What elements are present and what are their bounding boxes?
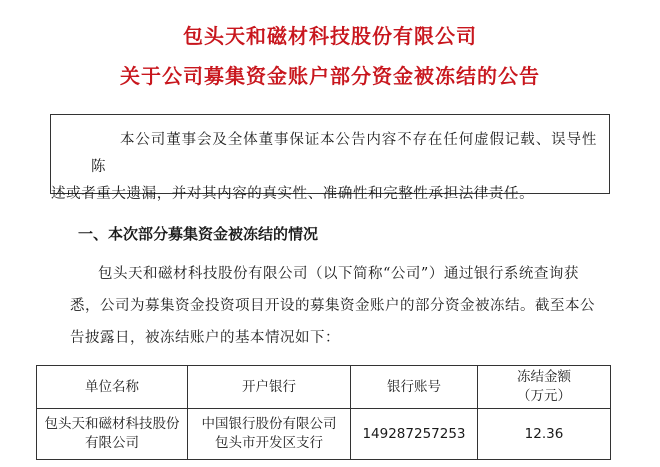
header-account: 银行账号: [351, 366, 478, 409]
announcement-title: 关于公司募集资金账户部分资金被冻结的公告: [120, 64, 540, 88]
cell-frozen-amount: 12.36: [478, 409, 611, 460]
company-title: 包头天和磁材科技股份有限公司: [183, 24, 477, 48]
paragraph-line-2: 悉，公司为募集资金投资项目开设的募集资金账户的部分资金被冻结。截至本公: [70, 298, 595, 314]
paragraph-line-1: 包头天和磁材科技股份有限公司（以下简称“公司”）通过银行系统查询获: [98, 266, 579, 282]
cell-account: 149287257253: [351, 409, 478, 460]
table-header-row: [37, 366, 611, 409]
unit-name-line-1: 包头天和磁材科技股份: [44, 416, 180, 432]
disclaimer-box: [50, 114, 610, 202]
paragraph-line-3: 告披露日，被冻结账户的基本情况如下：: [70, 330, 340, 346]
unit-name-line-2: 有限公司: [85, 435, 139, 451]
bank-line-1: 中国银行股份有限公司: [201, 416, 337, 432]
disclaimer-line-2: 述或者重大遗漏，并对其内容的真实性、准确性和完整性承担法律责任。: [51, 186, 535, 202]
section-paragraph: [70, 258, 628, 354]
header-frozen-amount-unit: （万元）: [517, 388, 571, 404]
header-bank: 开户银行: [188, 366, 351, 409]
table-row: [37, 409, 611, 460]
section-heading: 一、本次部分募集资金被冻结的情况: [78, 225, 319, 243]
cell-bank: [188, 409, 351, 460]
cell-unit-name: [37, 409, 188, 460]
frozen-account-table: [36, 365, 611, 460]
header-frozen-amount-label: 冻结金额: [517, 369, 571, 385]
header-unit-name: 单位名称: [37, 366, 188, 409]
bank-line-2: 包头市开发区支行: [215, 435, 323, 451]
disclaimer-line-1: 本公司董事会及全体董事保证本公告内容不存在任何虚假记载、误导性陈: [91, 132, 597, 175]
header-frozen-amount: [478, 366, 611, 409]
